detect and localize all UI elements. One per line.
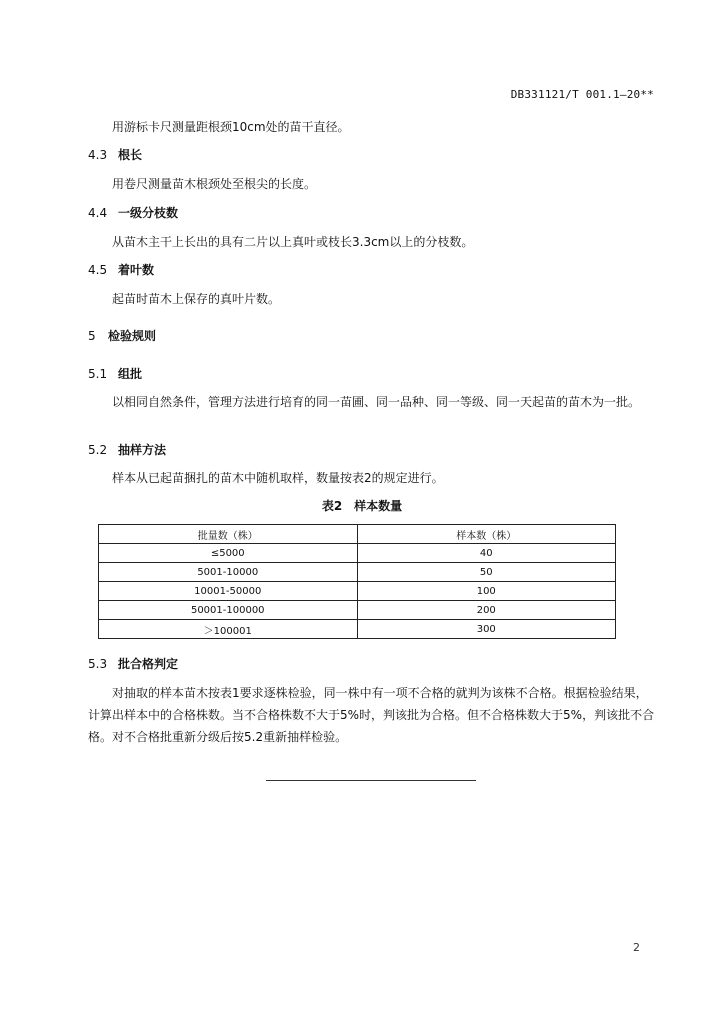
heading-number: 4.5 xyxy=(88,263,108,277)
paragraph-4-4: 从苗木主干上长出的具有二片以上真叶或枝长3.3cm以上的分枝数。 xyxy=(112,235,474,249)
heading-title: 批合格判定 xyxy=(118,657,179,671)
heading-5-1 xyxy=(88,366,142,382)
table-row xyxy=(99,544,616,563)
paragraph-5-2: 样本从已起苗捆扎的苗木中随机取样，数量按表2的规定进行。 xyxy=(112,471,444,485)
table-row xyxy=(99,601,616,620)
heading-5 xyxy=(88,328,156,344)
heading-number: 5 xyxy=(88,329,96,343)
heading-number: 4.4 xyxy=(88,206,108,220)
table-cell: ＞100001 xyxy=(99,620,358,639)
end-of-document-rule xyxy=(266,780,476,781)
table-cell: 50001-100000 xyxy=(99,601,358,620)
paragraph-4-3: 用卷尺测量苗木根颈处至根尖的长度。 xyxy=(112,177,317,191)
table-caption: 表2 样本数量 xyxy=(321,499,403,513)
table-cell: 10001-50000 xyxy=(99,582,358,601)
table-cell: 300 xyxy=(357,620,616,639)
heading-number: 5.1 xyxy=(88,367,108,381)
table-header-row xyxy=(99,525,616,544)
page-number: 2 xyxy=(633,941,640,954)
sample-size-table xyxy=(98,524,616,639)
heading-title: 组批 xyxy=(118,367,143,381)
heading-5-2 xyxy=(88,442,166,458)
table-header-cell: 样本数（株） xyxy=(357,525,616,544)
table-cell: 50 xyxy=(357,563,616,582)
document-code: DB331121/T 001.1—20** xyxy=(510,88,654,101)
heading-4-5 xyxy=(88,262,154,278)
paragraph-5-1: 以相同自然条件，管理方法进行培育的同一苗圃、同一品种、同一等级、同一天起苗的苗木为一批。 xyxy=(112,395,641,409)
heading-5-3 xyxy=(88,656,178,672)
table-header-cell: 批量数（株） xyxy=(99,525,358,544)
table-cell: 5001-10000 xyxy=(99,563,358,582)
table-row xyxy=(99,582,616,601)
paragraph-5-3: 对抽取的样本苗木按表1要求逐株检验，同一株中有一项不合格的就判为该株不合格。根据检验结果，计算出样本中的合格株数。当不合格株数不大于5%时，判该批为合格。但不合格株数大于5%，判该批不合格。对不合格批重新分级后按5.2重新抽样检验。 xyxy=(88,686,655,744)
table-row xyxy=(99,563,616,582)
heading-number: 5.3 xyxy=(88,657,108,671)
table-cell: ≤5000 xyxy=(99,544,358,563)
table-cell: 200 xyxy=(357,601,616,620)
heading-number: 4.3 xyxy=(88,148,108,162)
paragraph-4-2: 用游标卡尺测量距根颈10cm处的苗干直径。 xyxy=(112,120,350,134)
heading-number: 5.2 xyxy=(88,443,108,457)
table-cell: 100 xyxy=(357,582,616,601)
table-row xyxy=(99,620,616,639)
paragraph-4-5: 起苗时苗木上保存的真叶片数。 xyxy=(112,292,281,306)
heading-4-4 xyxy=(88,205,178,221)
heading-title: 根长 xyxy=(118,148,143,162)
heading-title: 一级分枝数 xyxy=(118,206,179,220)
heading-4-3 xyxy=(88,147,142,163)
heading-title: 抽样方法 xyxy=(118,443,167,457)
table-cell: 40 xyxy=(357,544,616,563)
heading-title: 检验规则 xyxy=(108,329,157,343)
heading-title: 着叶数 xyxy=(118,263,155,277)
